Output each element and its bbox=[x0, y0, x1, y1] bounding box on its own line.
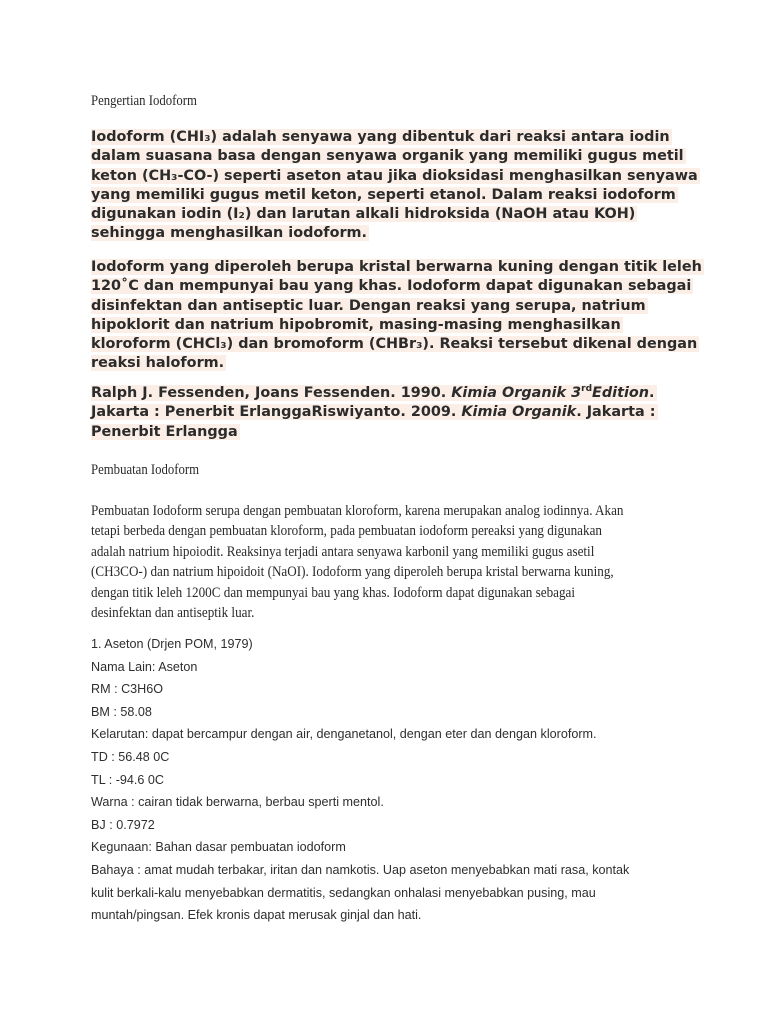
paragraph-line: sehingga menghasilkan iodoform. bbox=[91, 225, 368, 242]
paragraph-line: adalah natrium hipoiodit. Reaksinya terjadi antara senyawa karbonil yang memiliki gugus asetil bbox=[91, 543, 595, 560]
reference-text: Penerbit Erlangga bbox=[91, 423, 238, 440]
list-item: BJ : 0.7972 bbox=[91, 817, 155, 832]
list-item: muntah/pingsan. Efek kronis dapat merusak ginjal dan hati. bbox=[91, 908, 422, 923]
reference-title: Kimia Organik 3 bbox=[451, 385, 582, 401]
list-item: 1. Aseton (Drjen POM, 1979) bbox=[91, 637, 253, 651]
list-item: Bahaya : amat mudah terbakar, iritan dan namkotis. Uap aseton menyebabkan mati rasa, kontak bbox=[91, 862, 630, 877]
paragraph-line: disinfektan dan antiseptic luar. Dengan reaksi yang serupa, natrium bbox=[91, 297, 646, 314]
reference-title: Edition bbox=[592, 385, 650, 401]
paragraph-pembuatan bbox=[91, 501, 711, 623]
paragraph-line: reaksi haloform. bbox=[91, 355, 225, 372]
list-item: Kelarutan: dapat bercampur dengan air, denganetanol, dengan eter dan dengan kloroform. bbox=[91, 727, 597, 742]
list-item: Warna : cairan tidak berwarna, berbau sperti mentol. bbox=[91, 795, 384, 810]
reference-citation bbox=[91, 384, 658, 442]
paragraph-line: desinfektan dan antiseptik luar. bbox=[91, 605, 255, 622]
paragraph-line: hipoklorit dan natrium hipobromit, masing-masing menghasilkan bbox=[91, 316, 621, 333]
reference-text: Jakarta : Penerbit ErlanggaRiswiyanto. 2009. bbox=[91, 404, 462, 421]
aseton-properties-list bbox=[91, 633, 629, 927]
paragraph-line: Iodoform yang diperoleh berupa kristal berwarna kuning dengan titik leleh bbox=[91, 259, 702, 275]
paragraph-line: 120˚C dan mempunyai bau yang khas. Iodoform dapat digunakan sebagai bbox=[91, 278, 692, 295]
paragraph-line: dalam suasana basa dengan senyawa organik yang memiliki gugus metil bbox=[91, 148, 684, 165]
reference-title: Kimia Organik bbox=[461, 404, 577, 421]
list-item: BM : 58.08 bbox=[91, 704, 152, 719]
reference-sup: rd bbox=[581, 384, 593, 395]
paragraph-definition bbox=[91, 128, 700, 244]
list-item: Kegunaan: Bahan dasar pembuatan iodoform bbox=[91, 840, 346, 855]
list-item: RM : C3H6O bbox=[91, 682, 164, 697]
paragraph-properties bbox=[91, 258, 704, 374]
paragraph-line: (CH3CO-) dan natrium hipoidoit (NaOI). Iodoform yang diperoleh berupa kristal berwarna kuning, bbox=[91, 564, 614, 581]
paragraph-line: Pembuatan Iodoform serupa dengan pembuatan kloroform, karena merupakan analog iodinnya. Akan bbox=[91, 503, 624, 519]
paragraph-line: digunakan iodin (I₂) dan larutan alkali hidroksida (NaOH atau KOH) bbox=[91, 206, 636, 223]
list-item: kulit berkali-kalu menyebabkan dermatitis, sedangkan onhalasi menyebabkan pusing, mau bbox=[91, 885, 596, 900]
list-item: Nama Lain: Aseton bbox=[91, 659, 198, 674]
paragraph-line: dengan titik leleh 1200C dan mempunyai bau yang khas. Iodoform dapat digunakan sebagai bbox=[91, 584, 576, 601]
list-item: TL : -94.6 0C bbox=[91, 772, 165, 787]
list-item: TD : 56.48 0C bbox=[91, 749, 170, 764]
heading-pembuatan: Pembuatan Iodoform bbox=[91, 462, 200, 478]
reference-text: Ralph J. Fessenden, Joans Fessenden. 1990. bbox=[91, 385, 452, 401]
paragraph-line: kloroform (CHCl₃) dan bromoform (CHBr₃). Reaksi tersebut dikenal dengan bbox=[91, 336, 698, 353]
paragraph-line: tetapi berbeda dengan pembuatan kloroform, pada pembuatan iodoform pereaksi yang digunakan bbox=[91, 523, 602, 540]
paragraph-line: Iodoform (CHI₃) adalah senyawa yang dibentuk dari reaksi antara iodin bbox=[91, 129, 670, 145]
paragraph-line: yang memiliki gugus metil keton, seperti etanol. Dalam reaksi iodoform bbox=[91, 186, 676, 203]
reference-text: . bbox=[649, 385, 655, 401]
reference-text: . Jakarta : bbox=[576, 404, 656, 421]
paragraph-line: keton (CH₃-CO-) seperti aseton atau jika dioksidasi menghasilkan senyawa bbox=[91, 167, 698, 184]
heading-pengertian: Pengertian Iodoform bbox=[91, 93, 197, 109]
